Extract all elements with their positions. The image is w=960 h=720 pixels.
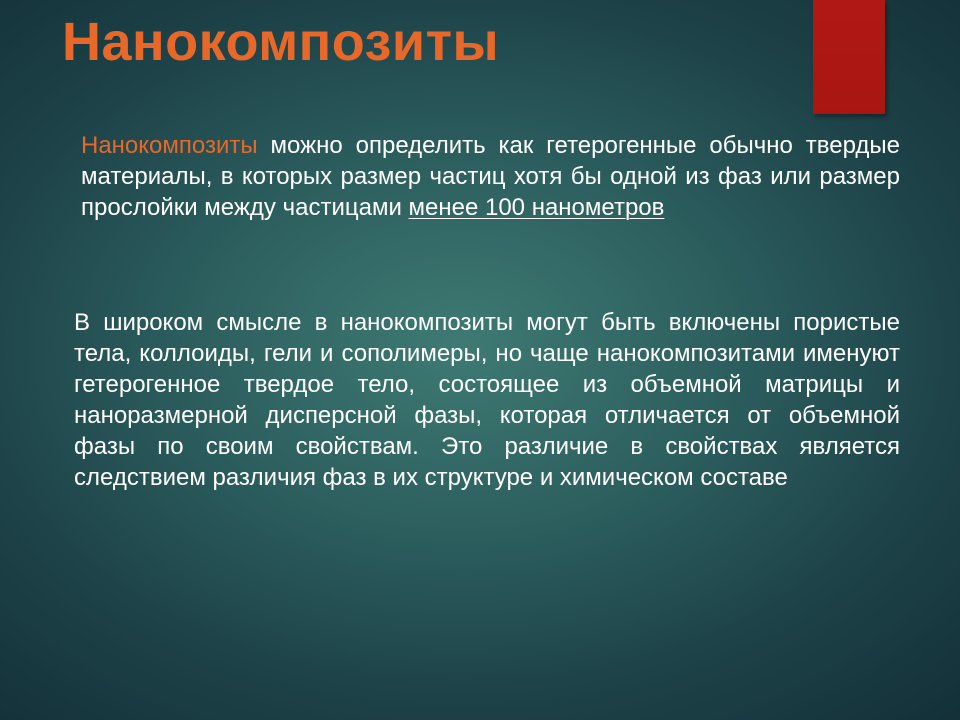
definition-paragraph [81, 130, 900, 223]
slide-title: Нанокомпозиты [62, 12, 500, 72]
size-limit-text: менее 100 нанометров [408, 194, 665, 221]
highlighted-term: Нанокомпозиты [81, 132, 258, 159]
definition-text: можно определить как гетерогенные обычно твердые материалы, в которых размер частиц хотя бы одной из фаз или размер прослойки между частицами [81, 132, 900, 221]
accent-bar [813, 0, 885, 114]
broad-sense-paragraph: В широком смысле в нанокомпозиты могут быть включены пористые тела, коллоиды, гели и сополимеры, но чаще нанокомпозитами именуют гетерогенное твердое тело, состоящее из объемной матрицы и наноразмерной дисперсной фазы, которая отличается от объемной фазы по своим свойствам. Это различие в свойствах является следствием различия фаз в их структуре и химическом составе [74, 309, 900, 491]
